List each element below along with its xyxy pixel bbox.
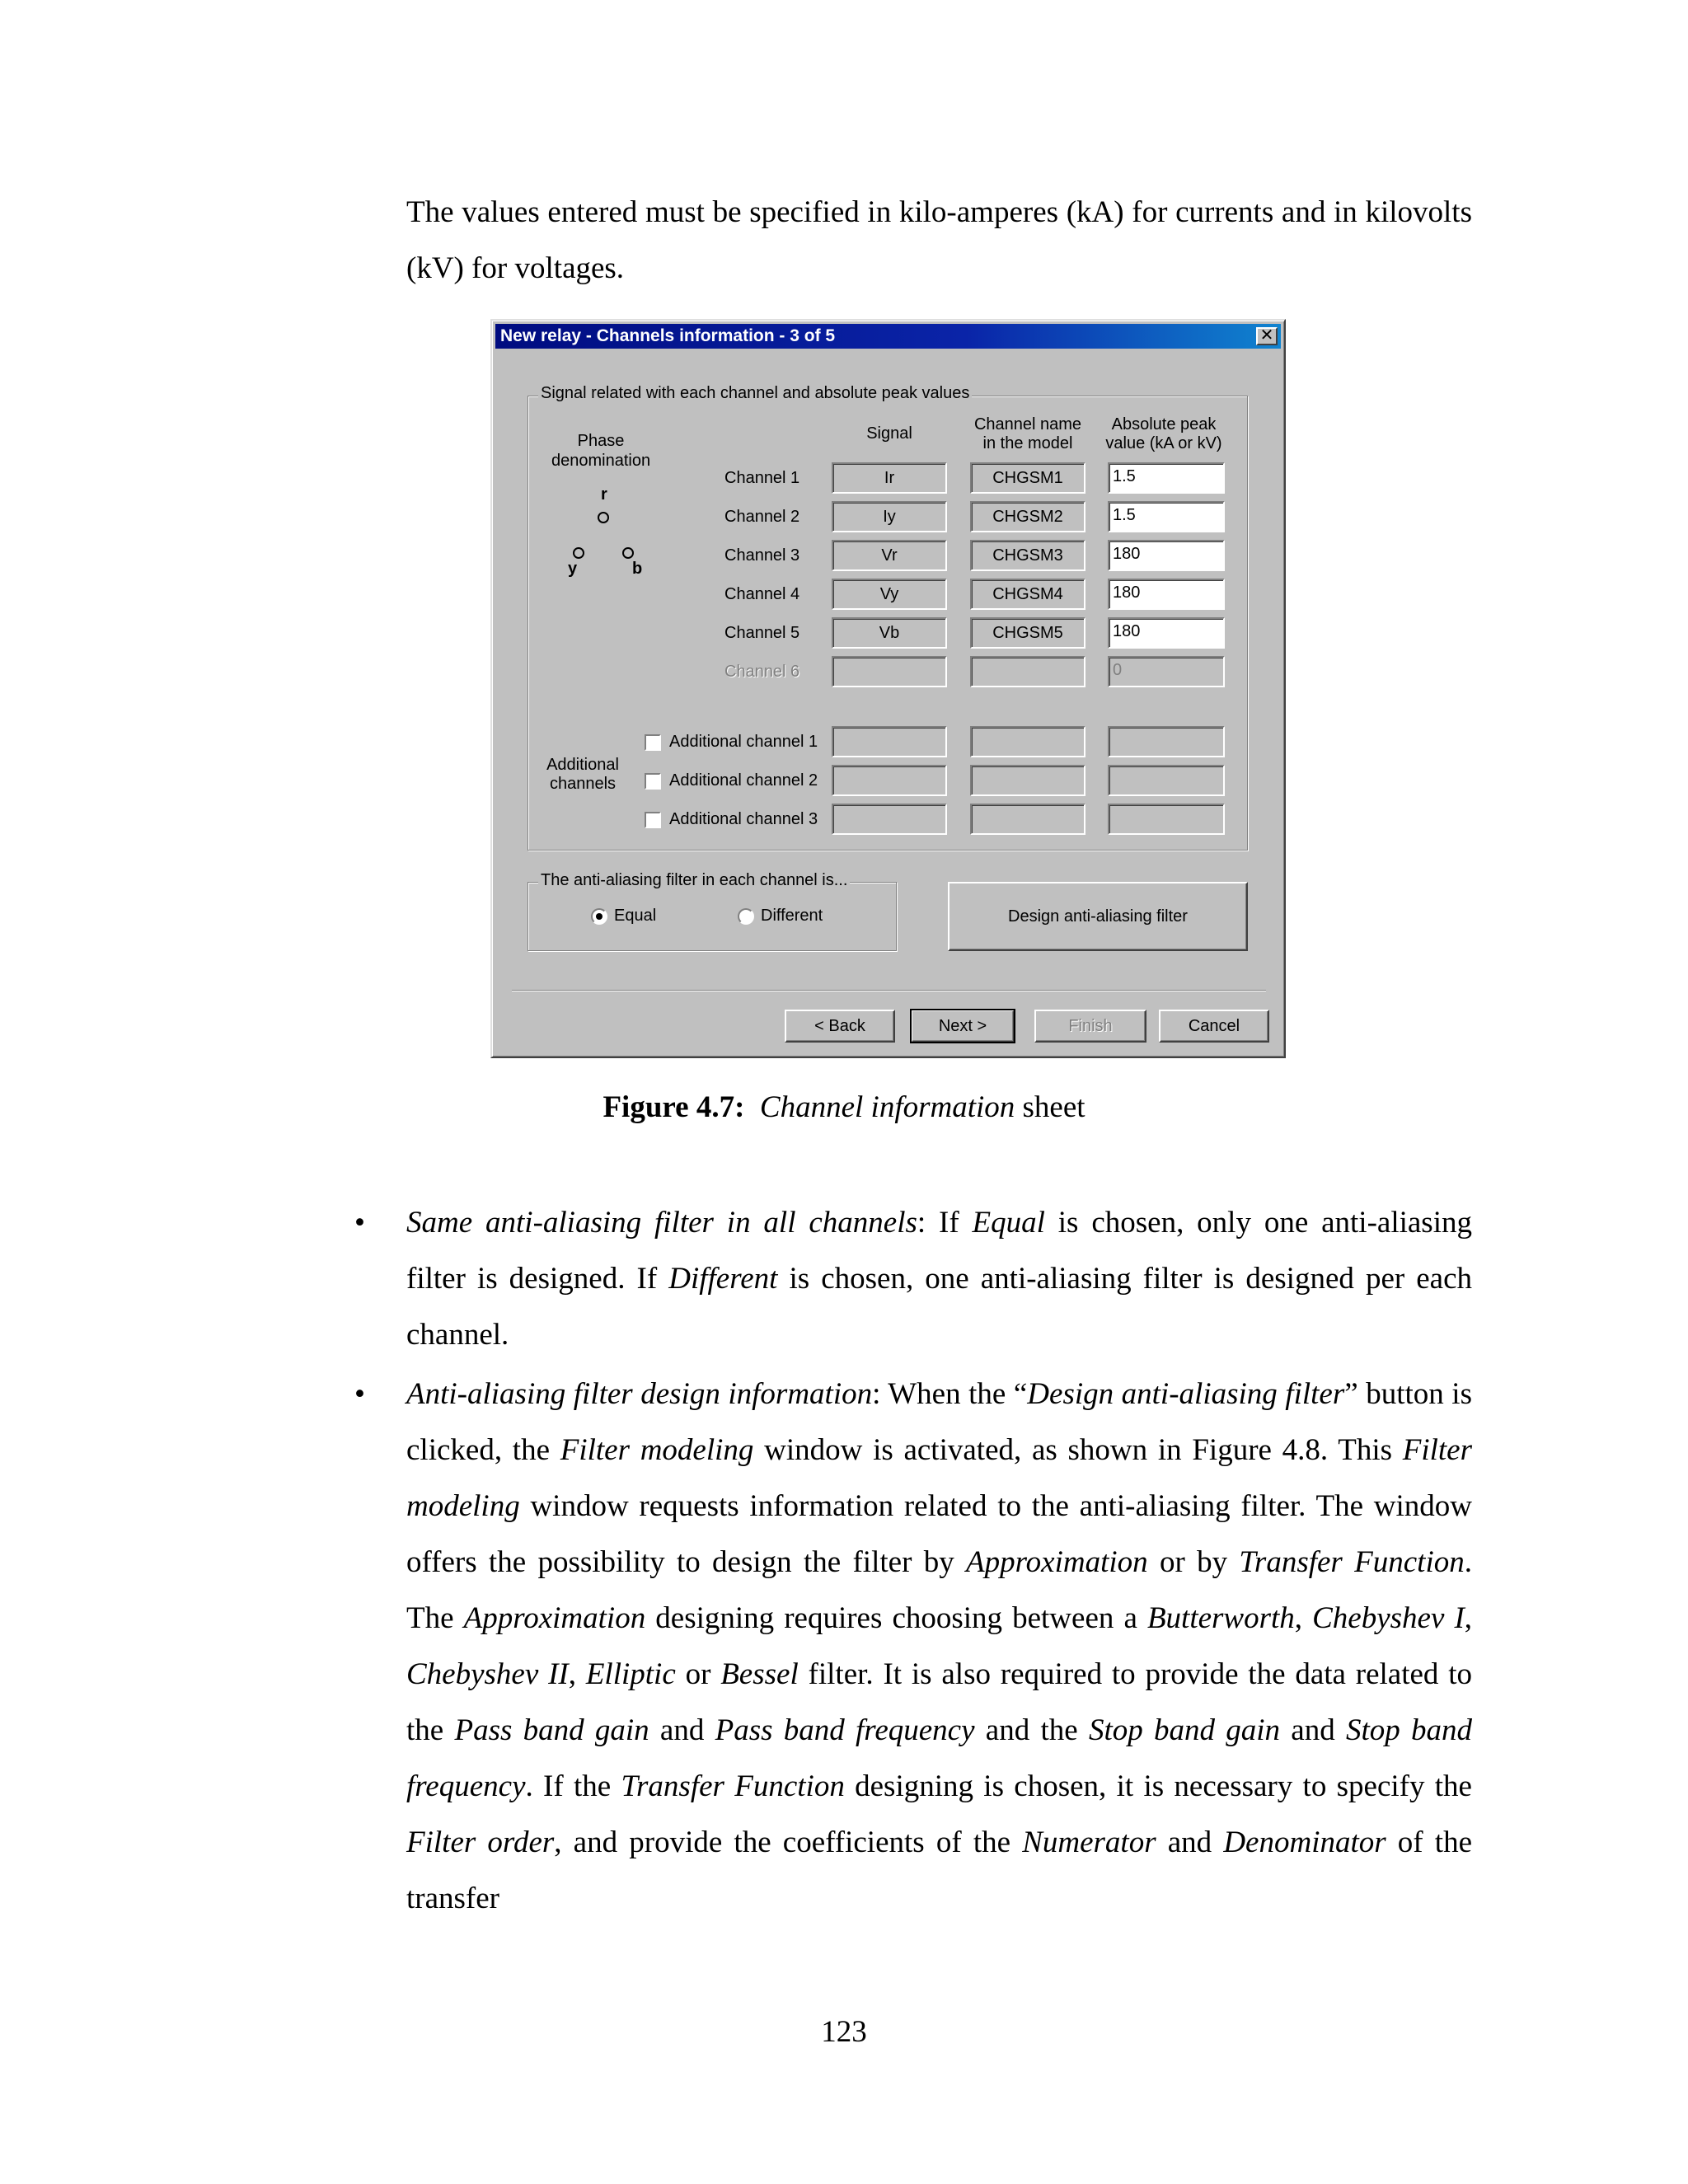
finish-button: Finish — [1034, 1010, 1146, 1043]
text-run: of the transfer — [406, 1825, 1472, 1915]
design-filter-button[interactable]: Design anti-aliasing filter — [948, 882, 1248, 951]
text-run: ” button is clicked, the — [406, 1377, 1472, 1467]
text-run: Design anti-aliasing filter — [1027, 1377, 1345, 1411]
text-run: Pass band frequency — [715, 1713, 975, 1747]
signal-field — [832, 656, 947, 687]
dialog-titlebar — [495, 324, 1281, 349]
peak-value-input: 0 — [1108, 656, 1225, 687]
text-run: : If — [917, 1206, 973, 1240]
additional-channel-label[interactable]: Additional channel 3 — [669, 810, 818, 828]
channel-name-field — [970, 765, 1085, 796]
text-run: and — [1280, 1713, 1346, 1747]
figure-title-italic: Channel information — [759, 1090, 1015, 1124]
channel-label: Channel 5 — [724, 624, 800, 642]
text-run: Transfer Function — [621, 1769, 845, 1803]
signal-field — [832, 765, 947, 796]
channel-name-field — [970, 726, 1085, 757]
additional-channel-checkbox[interactable] — [645, 734, 661, 751]
figure-title-rest: sheet — [1022, 1090, 1085, 1124]
signal-field: Vy — [832, 579, 947, 610]
figure-caption — [0, 1090, 1688, 1126]
phase-y-node-icon — [573, 547, 584, 559]
text-run: Different — [668, 1262, 778, 1296]
channel-label: Channel 2 — [724, 508, 800, 526]
back-button[interactable]: < Back — [785, 1010, 895, 1043]
button-separator — [512, 990, 1266, 991]
text-run: Elliptic — [585, 1657, 676, 1691]
filter-group-title: The anti-aliasing filter in each channel is... — [538, 871, 850, 890]
cancel-button[interactable]: Cancel — [1159, 1010, 1269, 1043]
text-run: or — [675, 1657, 721, 1691]
peak-value-field — [1108, 804, 1225, 835]
signal-field: Vr — [832, 540, 947, 571]
phase-letter-b: b — [632, 560, 643, 578]
phase-letter-y: y — [568, 560, 578, 578]
bullet-paragraph-equal — [406, 1195, 1472, 1363]
peak-value-input[interactable]: 1.5 — [1108, 462, 1225, 494]
peak-value-header: Absolute peak value (kA or kV) — [1105, 415, 1222, 452]
phase-r-node-icon — [598, 512, 609, 523]
signal-group-title: Signal related with each channel and absolute peak values — [538, 384, 972, 403]
different-radio[interactable] — [738, 908, 754, 925]
text-run: or by — [1147, 1545, 1240, 1579]
text-run: , — [1464, 1601, 1473, 1635]
channel-name-header: Channel name in the model — [973, 415, 1082, 452]
channels-dialog — [490, 319, 1286, 1058]
text-run: , — [568, 1657, 586, 1691]
channel-name-field: CHGSM1 — [970, 462, 1085, 494]
phase-letter-r: r — [601, 485, 607, 504]
text-run: Denominator — [1223, 1825, 1386, 1859]
text-run: window is activated, as shown in Figure 4.8. This — [753, 1433, 1403, 1467]
text-run: Approximation — [966, 1545, 1148, 1579]
signal-field: Vb — [832, 617, 947, 649]
intro-paragraph: The values entered must be specified in kilo-amperes (kA) for currents and in kilovolts (kV) for voltages. — [406, 195, 1472, 285]
peak-value-input[interactable]: 1.5 — [1108, 501, 1225, 532]
text-run: , — [1294, 1601, 1313, 1635]
text-run: Chebyshev II — [406, 1657, 569, 1691]
additional-channel-checkbox[interactable] — [645, 812, 661, 828]
signal-field: Iy — [832, 501, 947, 532]
channel-name-field: CHGSM2 — [970, 501, 1085, 532]
text-run: Chebyshev I — [1312, 1601, 1465, 1635]
text-run: . The — [406, 1545, 1472, 1635]
text-run: filter. It is also required to provide the data related to the — [406, 1657, 1473, 1747]
dialog-title: New relay - Channels information - 3 of 5 — [500, 326, 836, 345]
text-run: Filter order — [406, 1825, 555, 1859]
text-run: designing is chosen, it is necessary to specify the — [844, 1769, 1472, 1803]
text-run: Numerator — [1022, 1825, 1156, 1859]
bullet-icon: • — [354, 1377, 365, 1411]
bullet-term: Anti-aliasing filter design information — [406, 1377, 873, 1411]
bullet-paragraph-design — [406, 1366, 1472, 1927]
peak-value-input[interactable]: 180 — [1108, 617, 1225, 649]
text-run: , and provide the coefficients of the — [554, 1825, 1023, 1859]
channel-label: Channel 6 — [724, 663, 800, 681]
different-radio-label[interactable]: Different — [761, 907, 823, 925]
radio-selected-dot — [596, 913, 603, 920]
peak-value-input[interactable]: 180 — [1108, 540, 1225, 571]
text-run: Stop band frequency — [406, 1713, 1472, 1803]
text-run: and — [649, 1713, 715, 1747]
channel-name-field — [970, 804, 1085, 835]
additional-channel-label[interactable]: Additional channel 1 — [669, 733, 818, 751]
text-run: Filter modeling — [406, 1433, 1472, 1523]
figure-label: Figure 4.7: — [603, 1090, 745, 1124]
equal-radio-label[interactable]: Equal — [614, 907, 657, 925]
channel-name-field: CHGSM5 — [970, 617, 1085, 649]
page-number: 123 — [821, 2015, 867, 2049]
channel-label: Channel 1 — [724, 469, 800, 487]
text-run: Approximation — [463, 1601, 646, 1635]
filter-groupbox — [528, 882, 897, 951]
text-run: Equal — [972, 1206, 1045, 1240]
additional-channel-label[interactable]: Additional channel 2 — [669, 771, 818, 790]
text-run: is chosen, one anti-aliasing filter is designed per each channel. — [406, 1262, 1473, 1352]
signal-header: Signal — [866, 424, 912, 443]
bullet-icon: • — [354, 1206, 365, 1240]
additional-channels-label: Additional channels — [546, 756, 619, 793]
signal-field — [832, 804, 947, 835]
text-run: is chosen, only one anti-aliasing filter is designed. If — [406, 1206, 1472, 1296]
bullet-term: Same anti-aliasing filter in all channels — [406, 1206, 917, 1240]
text-run: and — [1156, 1825, 1224, 1859]
channel-name-field — [970, 656, 1085, 687]
equal-radio[interactable] — [591, 908, 607, 925]
additional-channel-checkbox[interactable] — [645, 773, 661, 790]
text-run: Stop band gain — [1088, 1713, 1281, 1747]
text-run: : When the “ — [872, 1377, 1028, 1411]
text-run: Butterworth — [1146, 1601, 1295, 1635]
signal-field: Ir — [832, 462, 947, 494]
text-run: Bessel — [720, 1657, 799, 1691]
next-button[interactable]: Next > — [911, 1010, 1015, 1043]
phase-b-node-icon — [622, 547, 634, 559]
phase-denomination-label: Phase denomination — [551, 432, 651, 470]
close-icon[interactable]: ✕ — [1256, 327, 1278, 345]
text-run: window requests information related to the anti-aliasing filter. The window offers the possibility to design the filter by — [406, 1489, 1472, 1579]
channel-name-field: CHGSM4 — [970, 579, 1085, 610]
signal-field — [832, 726, 947, 757]
peak-value-input[interactable]: 180 — [1108, 579, 1225, 610]
channel-label: Channel 3 — [724, 546, 800, 565]
text-run: Transfer Function — [1239, 1545, 1465, 1579]
text-run: Filter modeling — [560, 1433, 754, 1467]
text-run: . If the — [525, 1769, 621, 1803]
channel-name-field: CHGSM3 — [970, 540, 1085, 571]
text-run: designing requires choosing between a — [645, 1601, 1147, 1635]
channel-label: Channel 4 — [724, 585, 800, 603]
peak-value-field — [1108, 765, 1225, 796]
text-run: Pass band gain — [454, 1713, 649, 1747]
text-run: and the — [974, 1713, 1089, 1747]
peak-value-field — [1108, 726, 1225, 757]
